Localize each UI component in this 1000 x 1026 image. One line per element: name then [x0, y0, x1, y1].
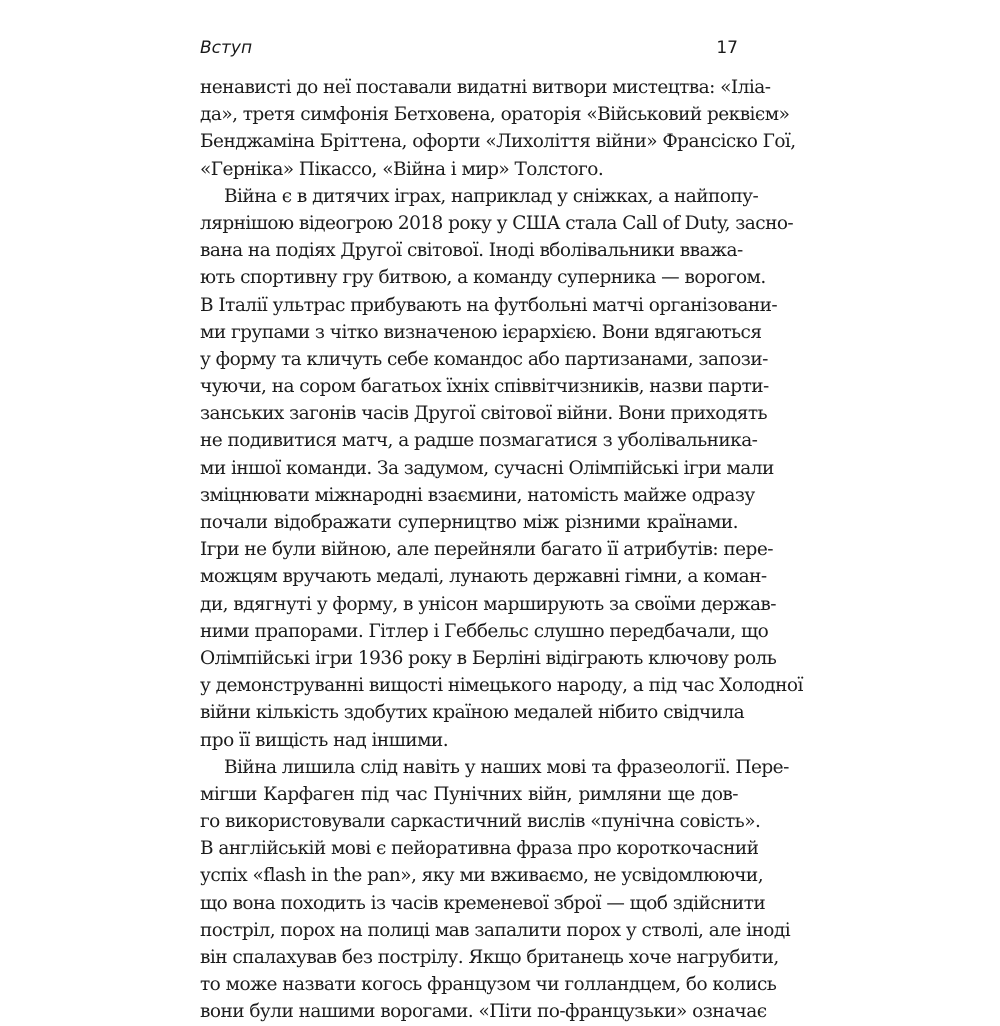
text-line: війни кількість здобутих країною медалей нібито свідчила [200, 702, 745, 724]
text-line: Олімпійські ігри 1936 року в Берліні відіграють ключову роль [200, 647, 777, 669]
text-line: не подивитися матч, а радше позмагатися з уболівальника- [200, 430, 758, 452]
text-line: що вона походить із часів кременевої зброї — щоб здійснити [200, 892, 766, 914]
text-line: про її вищість над іншими. [200, 729, 449, 751]
text-line: го використовували саркастичний вислів «пунічна совість». [200, 811, 761, 833]
text-line: у демонструванні вищості німецького народу, а під час Холодної [200, 675, 803, 697]
text-line: да», третя симфонія Бетховена, ораторія «Військовий реквієм» [200, 104, 790, 126]
text-line: вана на подіях Другої світової. Іноді вболівальники вважа- [200, 240, 743, 262]
page-number: 17 [716, 38, 738, 58]
text-line: вони були нашими ворогами. «Піти по-французьки» означає [200, 1001, 767, 1023]
text-line: В Італії ультрас прибувають на футбольні матчі організовани- [200, 294, 778, 316]
text-line: чуючи, на сором багатьох їхніх співвітчизників, назви парти- [200, 376, 769, 398]
text-line: він спалахував без пострілу. Якщо британець хоче нагрубити, [200, 947, 779, 968]
text-line: ненависті до неї поставали видатні витвори мистецтва: «Іліа- [200, 77, 771, 98]
text-line: «Герніка» Пікассо, «Війна і мир» Толстого. [200, 158, 604, 180]
text-line: ми групами з чітко визначеною ієрархією. Вони вдягаються [200, 321, 762, 343]
text-line: почали відображати суперництво між різними країнами. [200, 512, 738, 533]
text-line: Війна є в дитячих іграх, наприклад у сніжках, а найпопу- [224, 185, 759, 207]
text-line: ними прапорами. Гітлер і Геббельс слушно передбачали, що [200, 620, 769, 642]
section-title: Вступ [200, 38, 253, 58]
text-line: В англійській мові є пейоративна фраза про короткочасний [200, 838, 759, 860]
text-line: ди, вдягнуті у форму, в унісон марширують за своїми держав- [200, 593, 776, 615]
text-line: можцям вручають медалі, лунають державні гімни, а коман- [200, 566, 767, 588]
text-line: ють спортивну гру битвою, а команду суперника — ворогом. [200, 267, 766, 289]
text-line: Бенджаміна Бріттена, офорти «Лихоліття війни» Франсіско Гої, [200, 131, 796, 153]
text-line: Ігри не були війною, але перейняли багато її атрибутів: пере- [200, 539, 773, 561]
text-line: успіх «flash in the pan», яку ми вживаємо, не усвідомлюючи, [200, 865, 764, 887]
body-text [200, 74, 803, 1026]
text-line: занських загонів часів Другої світової війни. Вони приходять [200, 403, 768, 425]
text-line: зміцнювати міжнародні взаємини, натомість майже одразу [200, 484, 755, 506]
text-line: постріл, порох на полиці мав запалити порох у стволі, але іноді [200, 919, 791, 941]
text-line: ми іншої команди. За задумом, сучасні Олімпійські ігри мали [200, 457, 774, 479]
text-line: у форму та кличуть себе командос або партизанами, запози- [200, 348, 768, 370]
running-head [200, 38, 738, 62]
text-line: лярнішою відеогрою 2018 року у США стала Call of Duty, засно- [200, 212, 794, 234]
text-line: Війна лишила слід навіть у наших мові та фразеології. Пере- [224, 756, 789, 778]
text-line: мігши Карфаген під час Пунічних війн, римляни ще дов- [200, 783, 738, 805]
text-line: то може назвати когось французом чи голландцем, бо колись [200, 974, 777, 996]
